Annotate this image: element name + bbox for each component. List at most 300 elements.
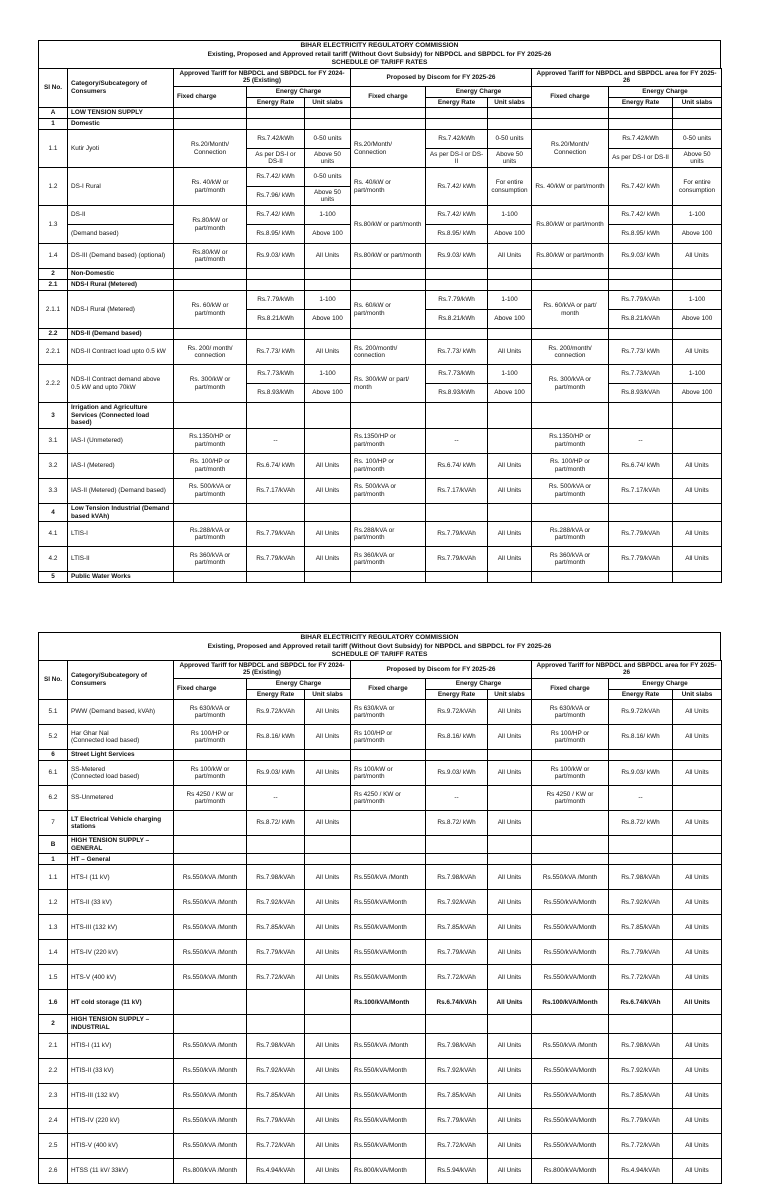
fixed-charge-approved: Rs 100/HP or part/month [532,725,609,750]
unit-slab-approved: All Units [673,890,722,915]
empty-cell [247,280,305,291]
empty-cell [305,572,351,583]
unit-slab-proposed: All Units [488,1033,532,1058]
energy-rate-existing: Rs.7.79/kVAh [247,940,305,965]
unit-slab-existing: 0-50 units [305,130,351,149]
energy-rate-proposed: Rs.7.98/kVAh [426,1033,488,1058]
section-sl-no: 5 [39,572,68,583]
empty-cell [488,572,532,583]
fixed-charge-proposed: Rs 360/kVA or part/month [351,547,426,572]
empty-cell [532,108,609,119]
category-name: IAS-II (Metered) (Demand based) [71,487,166,495]
fixed-charge-existing: Rs. 60/kW or part/month [174,291,247,329]
unit-slab-existing: All Units [305,865,351,890]
energy-rate-existing: Rs.8.95/ kWh [247,225,305,244]
unit-slab-approved: All Units [673,244,722,269]
energy-rate-proposed: Rs.9.03/ kWh [426,761,488,786]
fixed-charge-approved: Rs.550/kVA/Month [532,890,609,915]
fixed-charge-approved: Rs 360/kVA or part/month [532,547,609,572]
empty-cell [426,503,488,521]
fixed-charge-approved: Rs.550/kVA/Month [532,915,609,940]
energy-rate-proposed: Rs.7.42/kWh [426,130,488,149]
title-block [38,632,721,660]
unit-slab-existing: All Units [305,453,351,478]
fixed-charge-existing: Rs.550/kVA /Month [174,1108,247,1133]
unit-slabs-header: Unit slabs [305,97,351,108]
category-name: LT Electrical Vehicle charging stations [71,815,162,831]
table-row [39,1158,722,1183]
fixed-charge-existing: Rs 100/HP or part/month [174,725,247,750]
energy-rate-approved: Rs.8.93/kVAh [609,384,673,403]
unit-slab-approved: All Units [673,340,722,365]
energy-rate-proposed: Rs.8.95/ kWh [426,225,488,244]
category-name: HTS-IV (220 kV) [71,948,118,956]
category-name: LTIS-II [71,555,90,563]
unit-slab-proposed: All Units [488,965,532,990]
row-category [68,915,174,940]
unit-slab-proposed: All Units [488,453,532,478]
unit-slab-proposed: Above 100 [488,310,532,329]
unit-slab-approved: 0-50 units [673,130,722,149]
row-category [68,1133,174,1158]
unit-slab-approved: All Units [673,1058,722,1083]
energy-rate-approved: Rs.7.79/kVAh [609,940,673,965]
row-sl-no: 6.1 [39,761,68,786]
tariff-table [38,68,722,583]
proposed-header: Proposed by Discom for FY 2025-26 [351,68,532,86]
empty-cell [673,119,722,130]
empty-cell [673,269,722,280]
row-category [68,965,174,990]
empty-cell [247,108,305,119]
energy-rate-existing: Rs.7.42/ kWh [247,206,305,225]
unit-slab-proposed: All Units [488,990,532,1015]
unit-slab-proposed: All Units [488,761,532,786]
unit-slab-existing: All Units [305,761,351,786]
unit-slab-existing: All Units [305,811,351,836]
empty-cell [609,329,673,340]
category-header: Category/Subcategory of Consumers [68,68,174,107]
energy-rate-approved: Rs.6.74/kVAh [609,990,673,1015]
row-category [68,786,174,811]
fixed-charge-approved: Rs.550/kVA/Month [532,1108,609,1133]
row-sl-no: 1.4 [39,244,68,269]
section-row [39,503,722,521]
unit-slab-approved: Above 100 [673,225,722,244]
empty-cell [673,750,722,761]
row-category [68,168,174,206]
energy-rate-existing: Rs.8.16/ kWh [247,725,305,750]
empty-cell [174,503,247,521]
empty-cell [351,854,426,865]
table-row [39,244,722,269]
empty-cell [488,280,532,291]
table-header [39,660,722,699]
energy-rate-proposed: Rs.8.72/ kWh [426,811,488,836]
unit-slab-proposed: 0-50 units [488,130,532,149]
unit-slab-approved: All Units [673,725,722,750]
empty-cell [532,269,609,280]
fixed-charge-proposed: Rs.550/kVA/Month [351,965,426,990]
table-row [39,725,722,750]
energy-rate-approved: Rs.7.98/kVAh [609,1033,673,1058]
fixed-charge-approved: Rs.800/kVA/Month [532,1158,609,1183]
empty-cell [532,119,609,130]
energy-rate-existing: Rs.9.72/kVAh [247,700,305,725]
fixed-charge-existing: Rs.550/kVA /Month [174,890,247,915]
unit-slab-proposed: 1-100 [488,365,532,384]
empty-cell [609,108,673,119]
unit-slab-existing: All Units [305,890,351,915]
section-title: Public Water Works [68,572,174,583]
energy-rate-header: Energy Rate [247,689,305,700]
empty-cell [351,329,426,340]
empty-cell [305,750,351,761]
unit-slab-existing: Above 50 units [305,149,351,168]
section-title: HIGH TENSION SUPPLY – GENERAL [68,836,174,854]
empty-cell [673,854,722,865]
energy-rate-proposed: -- [426,786,488,811]
energy-rate-proposed: Rs.7.73/ kWh [426,340,488,365]
unit-slab-approved: All Units [673,811,722,836]
energy-rate-approved: Rs.7.79/kVAh [609,291,673,310]
fixed-charge-existing: Rs.550/kVA /Month [174,940,247,965]
fixed-charge-approved: Rs. 500/kVA or part/month [532,478,609,503]
unit-slab-existing [305,428,351,453]
empty-cell [488,269,532,280]
empty-cell [351,280,426,291]
unit-slab-proposed: 1-100 [488,206,532,225]
unit-slab-existing: All Units [305,478,351,503]
energy-rate-approved: Rs.7.72/kVAh [609,965,673,990]
fixed-charge-existing: Rs.20/Month/ Connection [174,130,247,168]
unit-slab-approved: All Units [673,453,722,478]
energy-rate-approved: Rs.8.21/kVAh [609,310,673,329]
energy-rate-existing: Rs.7.92/kVAh [247,890,305,915]
unit-slab-proposed: Above 100 [488,384,532,403]
energy-rate-existing: Rs.7.79/kWh [247,291,305,310]
row-sl-no: 2.1 [39,1033,68,1058]
fixed-charge-approved: Rs.80/kW or part/month [532,206,609,244]
row-sl-no: 3.1 [39,428,68,453]
table-row [39,478,722,503]
fixed-charge-existing: Rs.550/kVA /Month [174,1058,247,1083]
empty-cell [351,108,426,119]
fixed-charge-existing: Rs.550/kVA /Month [174,865,247,890]
empty-cell [247,572,305,583]
energy-rate-header: Energy Rate [426,97,488,108]
energy-rate-approved: Rs.7.98/kVAh [609,865,673,890]
proposed-header: Proposed by Discom for FY 2025-26 [351,660,532,678]
energy-rate-approved: Rs.4.94/kVAh [609,1158,673,1183]
row-category: DS-II [68,206,174,225]
approved-existing-header: Approved Tariff for NBPDCL and SBPDCL for FY 2024-25 (Existing) [174,660,351,678]
fixed-charge-proposed: Rs.100/kVA/Month [351,990,426,1015]
table-row [39,340,722,365]
unit-slab-existing: All Units [305,1083,351,1108]
empty-cell [426,572,488,583]
approved-new-header: Approved Tariff for NBPDCL and SBPDCL area for FY 2025-26 [532,660,722,678]
row-category [68,522,174,547]
energy-charge-header: Energy Charge [609,678,722,689]
empty-cell [426,269,488,280]
sl-no-header: Sl No. [39,660,68,699]
fixed-charge-approved [532,811,609,836]
row-sl-no: 1.1 [39,130,68,168]
energy-rate-existing [247,990,305,1015]
unit-slab-proposed: All Units [488,1158,532,1183]
empty-cell [247,403,305,429]
row-sl-no: 7 [39,811,68,836]
row-category [68,365,174,403]
section-row [39,572,722,583]
unit-slab-proposed: All Units [488,811,532,836]
row-category [68,811,174,836]
category-name: HT cold storage (11 kV) [71,998,142,1006]
fixed-charge-existing: Rs.550/kVA /Month [174,1133,247,1158]
energy-rate-proposed: Rs.9.03/ kWh [426,244,488,269]
section-sl-no: 2.2 [39,329,68,340]
energy-rate-existing: Rs.7.42/kWh [247,130,305,149]
row-sl-no: 2.2 [39,1058,68,1083]
commission-title: BIHAR ELECTRICITY REGULATORY COMMISSION [300,42,459,49]
row-category [68,1158,174,1183]
category-name: IAS-I (Unmetered) [71,437,123,445]
row-category [68,428,174,453]
row-sl-no: 2.3 [39,1083,68,1108]
row-sl-no: 2.6 [39,1158,68,1183]
category-name: HTIS-III (132 kV) [71,1091,119,1099]
section-sl-no: 1 [39,119,68,130]
unit-slab-approved: All Units [673,965,722,990]
energy-rate-approved: Rs.8.95/ kWh [609,225,673,244]
fixed-charge-proposed [351,811,426,836]
empty-cell [426,108,488,119]
energy-rate-approved: Rs.7.42/ kWh [609,206,673,225]
fixed-charge-proposed: Rs.288/kVA or part/month [351,522,426,547]
unit-slab-proposed [488,428,532,453]
table-row [39,990,722,1015]
fixed-charge-existing: Rs 4250 / KW or part/month [174,786,247,811]
row-sl-no: 1.5 [39,965,68,990]
fixed-charge-approved: Rs.288/kVA or part/month [532,522,609,547]
category-name: NDS-I Rural (Metered) [71,305,135,313]
energy-rate-existing: Rs.7.73/kWh [247,365,305,384]
row-sl-no: 2.2.2 [39,365,68,403]
schedule-title: SCHEDULE OF TARIFF RATES [331,59,428,67]
energy-rate-existing: Rs.4.94/kVAh [247,1158,305,1183]
tariff-page-2 [38,632,721,1184]
tariff-table [38,660,722,1184]
row-category [68,244,174,269]
unit-slab-approved: All Units [673,1133,722,1158]
unit-slab-proposed: All Units [488,1133,532,1158]
empty-cell [609,503,673,521]
empty-cell [426,854,488,865]
empty-cell [673,403,722,429]
empty-cell [174,572,247,583]
fixed-charge-existing: Rs 360/kVA or part/month [174,547,247,572]
category-name: HTIS-V (400 kV) [71,1141,118,1149]
row-sl-no: 2.5 [39,1133,68,1158]
row-sl-no: 2.2.1 [39,340,68,365]
empty-cell [174,280,247,291]
fixed-charge-header: Fixed charge [532,678,609,699]
fixed-charge-header: Fixed charge [351,86,426,107]
unit-slab-approved [673,786,722,811]
table-row [39,700,722,725]
energy-rate-proposed: Rs.6.74/kVAh [426,990,488,1015]
unit-slab-existing: All Units [305,547,351,572]
fixed-charge-existing: Rs.1350/HP or part/month [174,428,247,453]
section-sl-no: 2.1 [39,280,68,291]
energy-rate-approved: Rs.9.03/ kWh [609,761,673,786]
energy-rate-existing: Rs.8.93/kWh [247,384,305,403]
section-row [39,119,722,130]
energy-rate-proposed: Rs.6.74/ kWh [426,453,488,478]
energy-rate-header: Energy Rate [426,689,488,700]
fixed-charge-proposed: Rs.80/kW or part/month [351,244,426,269]
energy-rate-approved: Rs.7.85/kVAh [609,1083,673,1108]
unit-slab-proposed [488,786,532,811]
empty-cell [351,836,426,854]
energy-rate-approved: As per DS-I or DS-II [609,149,673,168]
fixed-charge-proposed: Rs.550/kVA/Month [351,1108,426,1133]
unit-slab-existing: 1-100 [305,291,351,310]
section-row [39,108,722,119]
category-name: NDS-II Contract load upto 0.5 kW [71,348,166,356]
category-header: Category/Subcategory of Consumers [68,660,174,699]
unit-slab-existing: 1-100 [305,206,351,225]
fixed-charge-approved: Rs.80/kW or part/month [532,244,609,269]
unit-slab-existing: All Units [305,1033,351,1058]
energy-rate-approved: Rs.7.73/kVAh [609,365,673,384]
energy-rate-approved: Rs.8.72/ kWh [609,811,673,836]
empty-cell [673,503,722,521]
energy-rate-proposed: Rs.5.94/kVAh [426,1158,488,1183]
energy-rate-approved: Rs.7.72/kVAh [609,1133,673,1158]
unit-slab-existing: 0-50 units [305,168,351,187]
fixed-charge-existing: Rs 630/kVA or part/month [174,700,247,725]
row-sl-no: 1.3 [39,206,68,244]
category-name: HTIS-IV (220 kV) [71,1116,120,1124]
empty-cell [174,836,247,854]
fixed-charge-proposed: Rs.550/kVA/Month [351,1133,426,1158]
header-row [39,660,722,678]
empty-cell [351,403,426,429]
empty-cell [305,108,351,119]
fixed-charge-proposed: Rs.550/kVA /Month [351,865,426,890]
fixed-charge-approved: Rs.1350/HP or part/month [532,428,609,453]
unit-slab-proposed: All Units [488,340,532,365]
empty-cell [488,836,532,854]
energy-rate-proposed: Rs.9.72/kVAh [426,700,488,725]
energy-rate-proposed: Rs.7.92/kVAh [426,890,488,915]
energy-charge-header: Energy Charge [426,86,532,97]
empty-cell [609,403,673,429]
unit-slab-approved: All Units [673,990,722,1015]
category-note: (Connected load based) [71,737,140,745]
energy-rate-existing: Rs.8.21/kWh [247,310,305,329]
energy-rate-approved: Rs.8.16/ kWh [609,725,673,750]
section-sl-no: 4 [39,503,68,521]
energy-rate-approved: Rs.7.79/kVAh [609,522,673,547]
energy-rate-proposed: Rs.8.16/ kWh [426,725,488,750]
category-name: DS-I Rural [71,182,101,190]
empty-cell [532,750,609,761]
empty-cell [351,119,426,130]
section-title: NDS-II (Demand based) [68,329,174,340]
energy-rate-proposed: Rs.7.85/kVAh [426,915,488,940]
unit-slab-approved: 1-100 [673,365,722,384]
fixed-charge-proposed: Rs. 200/month/ connection [351,340,426,365]
unit-slab-proposed: All Units [488,1108,532,1133]
section-sl-no: A [39,108,68,119]
fixed-charge-approved: Rs. 300/kVA or part/month [532,365,609,403]
unit-slabs-header: Unit slabs [673,97,722,108]
empty-cell [305,403,351,429]
section-title: HIGH TENSION SUPPLY – INDUSTRIAL [68,1015,174,1033]
row-category [68,1058,174,1083]
empty-cell [532,403,609,429]
section-title: LOW TENSION SUPPLY [68,108,174,119]
row-sl-no: 5.1 [39,700,68,725]
table-row [39,1033,722,1058]
fixed-charge-existing: Rs.800/kVA /Month [174,1158,247,1183]
empty-cell [426,329,488,340]
unit-slab-proposed: For entire consumption [488,168,532,206]
empty-cell [488,329,532,340]
energy-rate-approved: -- [609,428,673,453]
energy-charge-header: Energy Charge [426,678,532,689]
energy-rate-approved: Rs.7.92/kVAh [609,890,673,915]
fixed-charge-proposed: Rs 630/kVA or part/month [351,700,426,725]
energy-rate-existing: Rs.7.98/kVAh [247,1033,305,1058]
empty-cell [305,503,351,521]
table-row [39,786,722,811]
row-category [68,1108,174,1133]
unit-slabs-header: Unit slabs [488,97,532,108]
fixed-charge-proposed: Rs. 300/kW or part/ month [351,365,426,403]
row-category [68,1083,174,1108]
table-row [39,453,722,478]
fixed-charge-existing: Rs. 40/kW or part/month [174,168,247,206]
energy-rate-proposed: Rs.7.79/kVAh [426,1108,488,1133]
empty-cell [174,403,247,429]
empty-cell [609,572,673,583]
energy-rate-existing: Rs.7.17/kVAh [247,478,305,503]
energy-rate-proposed: Rs.7.79/kWh [426,291,488,310]
unit-slab-approved: All Units [673,1158,722,1183]
section-row [39,403,722,429]
table-body [39,108,722,583]
energy-rate-approved: Rs.7.42/kWh [609,130,673,149]
unit-slab-approved: All Units [673,915,722,940]
unit-slab-existing: All Units [305,1133,351,1158]
unit-slab-proposed: 1-100 [488,291,532,310]
table-row [39,1108,722,1133]
fixed-charge-existing: Rs.550/kVA /Month [174,1083,247,1108]
energy-rate-existing: Rs.7.79/kVAh [247,522,305,547]
row-sl-no: 1.3 [39,915,68,940]
empty-cell [532,329,609,340]
fixed-charge-approved: Rs.550/kVA/Month [532,1083,609,1108]
section-title: Low Tension Industrial (Demand based kVAh) [68,503,174,521]
energy-rate-approved: Rs.9.72/kVAh [609,700,673,725]
empty-cell [351,750,426,761]
unit-slab-approved: All Units [673,478,722,503]
empty-cell [247,329,305,340]
